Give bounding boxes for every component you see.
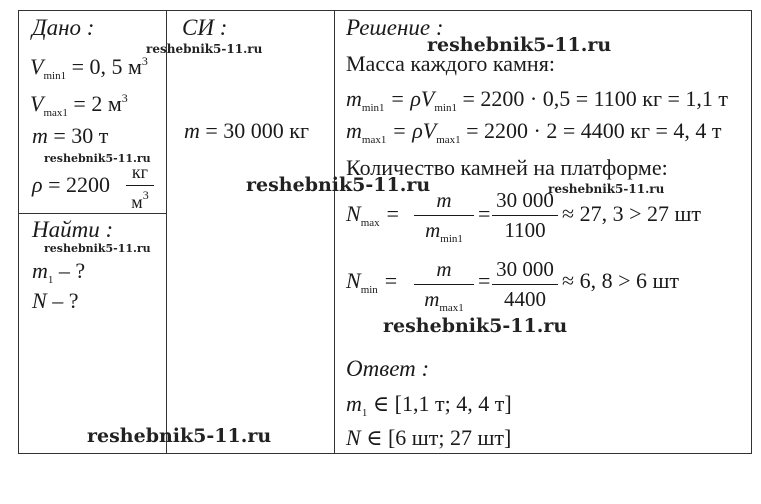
n-max-symbol: N bbox=[346, 201, 361, 226]
n-min-f1-den-sub: max1 bbox=[439, 302, 464, 314]
m-max-rest: = 2200 · 2 = 4400 кг = 4, 4 т bbox=[466, 118, 722, 143]
n-min-eq2: = bbox=[478, 268, 491, 293]
answer-header: Ответ : bbox=[346, 356, 430, 381]
m-symbol: m bbox=[32, 123, 48, 148]
v-max-exp: 3 bbox=[121, 91, 128, 105]
given-find-divider bbox=[18, 213, 166, 214]
m-max-symbol: m bbox=[346, 118, 362, 143]
n-min-f2-den: 4400 bbox=[504, 287, 546, 311]
v-max-sub: max1 bbox=[43, 107, 68, 119]
column-divider-1 bbox=[166, 10, 167, 454]
n-max-f2-den: 1100 bbox=[504, 218, 546, 242]
find-header-text: Найти bbox=[32, 217, 100, 242]
n-min-sub: min bbox=[360, 284, 378, 296]
m-min-sub2: min1 bbox=[434, 102, 457, 114]
n-max-f1-bar bbox=[414, 215, 474, 216]
table-top-border bbox=[18, 10, 752, 11]
find-m1-sub: 1 bbox=[47, 274, 54, 286]
n-max-eq2: = bbox=[478, 201, 491, 226]
answer-m1 bbox=[346, 393, 512, 419]
si-m-symbol: m bbox=[184, 118, 200, 143]
watermark-3: reshebnik5-11.ru bbox=[44, 152, 151, 165]
find-m1 bbox=[32, 260, 85, 286]
rho-unit-fraction bbox=[126, 162, 154, 213]
answer-m1-symbol: m bbox=[346, 391, 362, 416]
given-header: Дано : bbox=[32, 15, 95, 40]
given-v-min bbox=[30, 55, 148, 82]
n-min-f2-bar bbox=[492, 284, 558, 285]
n-max-lhs: $N_{max}$ = bbox=[346, 201, 400, 229]
n-min-rest: ≈ 6, 8 > 6 шт bbox=[562, 268, 680, 293]
n-min-fraction-2 bbox=[492, 257, 558, 312]
v-min-sub: min1 bbox=[43, 70, 67, 82]
given-rho bbox=[32, 174, 110, 196]
find-n-symbol: N bbox=[32, 288, 47, 313]
given-v-max bbox=[30, 92, 128, 119]
watermark-2: reshebnik5-11.ru bbox=[146, 42, 263, 56]
n-max-fraction-2 bbox=[492, 188, 558, 243]
n-min-symbol: N bbox=[346, 268, 361, 293]
rho-unit-den-exp: 3 bbox=[142, 188, 149, 202]
given-header-text: Дано bbox=[32, 15, 82, 40]
watermark-5: reshebnik5-11.ru bbox=[548, 182, 665, 196]
answer-m1-sub: 1 bbox=[361, 407, 368, 419]
m-max-sub2: max1 bbox=[436, 134, 461, 146]
n-min-f1-bar bbox=[414, 284, 474, 285]
m-max-eq: = ρV bbox=[391, 118, 437, 143]
watermark-6: reshebnik5-11.ru bbox=[44, 242, 151, 255]
n-min-f1-den: m bbox=[424, 287, 440, 311]
solution-header: Решение : bbox=[346, 15, 444, 40]
m-max-equation bbox=[346, 120, 722, 146]
answer-n bbox=[346, 427, 511, 449]
answer-n-symbol: N bbox=[346, 425, 361, 450]
column-divider-2 bbox=[334, 10, 335, 454]
si-m bbox=[184, 120, 309, 142]
count-title: Количество камней на платформе: bbox=[346, 155, 668, 180]
v-min-symbol: V bbox=[30, 54, 44, 79]
m-max-sub: max1 bbox=[361, 134, 387, 146]
n-max-f1-den-sub: min1 bbox=[440, 233, 463, 245]
watermark-7: reshebnik5-11.ru bbox=[383, 315, 568, 337]
given-m bbox=[32, 125, 108, 147]
watermark-4: reshebnik5-11.ru bbox=[246, 174, 431, 196]
v-min-value: = 0, 5 м bbox=[71, 54, 142, 79]
v-max-value: = 2 м bbox=[73, 91, 122, 116]
n-max-sub: max bbox=[360, 217, 380, 229]
find-n bbox=[32, 290, 78, 312]
find-n-value: – ? bbox=[52, 288, 79, 313]
answer-m1-value: ∈ [1,1 т; 4, 4 т] bbox=[372, 391, 512, 416]
rho-symbol: ρ bbox=[32, 172, 43, 197]
table-bottom-border bbox=[18, 453, 752, 454]
rho-fraction-bar bbox=[126, 185, 154, 186]
n-max-f2-num: 30 000 bbox=[496, 188, 554, 212]
solution-header-text: Решение bbox=[346, 15, 431, 40]
n-max-fraction-1 bbox=[414, 188, 474, 245]
v-max-symbol: V bbox=[30, 91, 44, 116]
answer-n-value: ∈ [6 шт; 27 шт] bbox=[366, 425, 512, 450]
m-min-symbol: m bbox=[346, 86, 362, 111]
mass-title: Масса каждого камня: bbox=[346, 51, 555, 76]
v-min-exp: 3 bbox=[141, 54, 148, 68]
rho-value: = 2200 bbox=[48, 172, 110, 197]
si-m-value: = 30 000 кг bbox=[205, 118, 310, 143]
find-m1-value: – ? bbox=[58, 258, 86, 283]
si-header: СИ : bbox=[182, 15, 228, 40]
rho-unit-num: кг bbox=[131, 162, 149, 182]
find-header: Найти : bbox=[32, 217, 114, 242]
n-max-f2-bar bbox=[492, 215, 558, 216]
n-min-f2-num: 30 000 bbox=[496, 257, 554, 281]
m-min-rest: = 2200 · 0,5 = 1100 кг = 1,1 т bbox=[462, 86, 729, 111]
n-min-f1-num: m bbox=[436, 257, 452, 281]
rho-unit-den: м bbox=[131, 192, 143, 212]
m-min-eq: = ρV bbox=[390, 86, 435, 111]
m-min-sub: min1 bbox=[361, 102, 385, 114]
m-value: = 30 т bbox=[53, 123, 109, 148]
table-right-border bbox=[751, 10, 752, 454]
n-min-lhs: $N_{min}$ = bbox=[346, 268, 399, 296]
watermark-8: reshebnik5-11.ru bbox=[87, 425, 272, 447]
n-max-rest: ≈ 27, 3 > 27 шт bbox=[562, 201, 702, 226]
n-min-fraction-1 bbox=[414, 257, 474, 314]
n-max-f1-num: m bbox=[436, 188, 452, 212]
find-m1-symbol: m bbox=[32, 258, 48, 283]
n-max-f1-den: m bbox=[425, 218, 441, 242]
watermark-1: reshebnik5-11.ru bbox=[427, 34, 612, 56]
table-left-border bbox=[18, 10, 19, 454]
answer-header-text: Ответ bbox=[346, 356, 416, 381]
si-header-text: СИ bbox=[182, 15, 214, 40]
m-min-equation bbox=[346, 88, 728, 114]
